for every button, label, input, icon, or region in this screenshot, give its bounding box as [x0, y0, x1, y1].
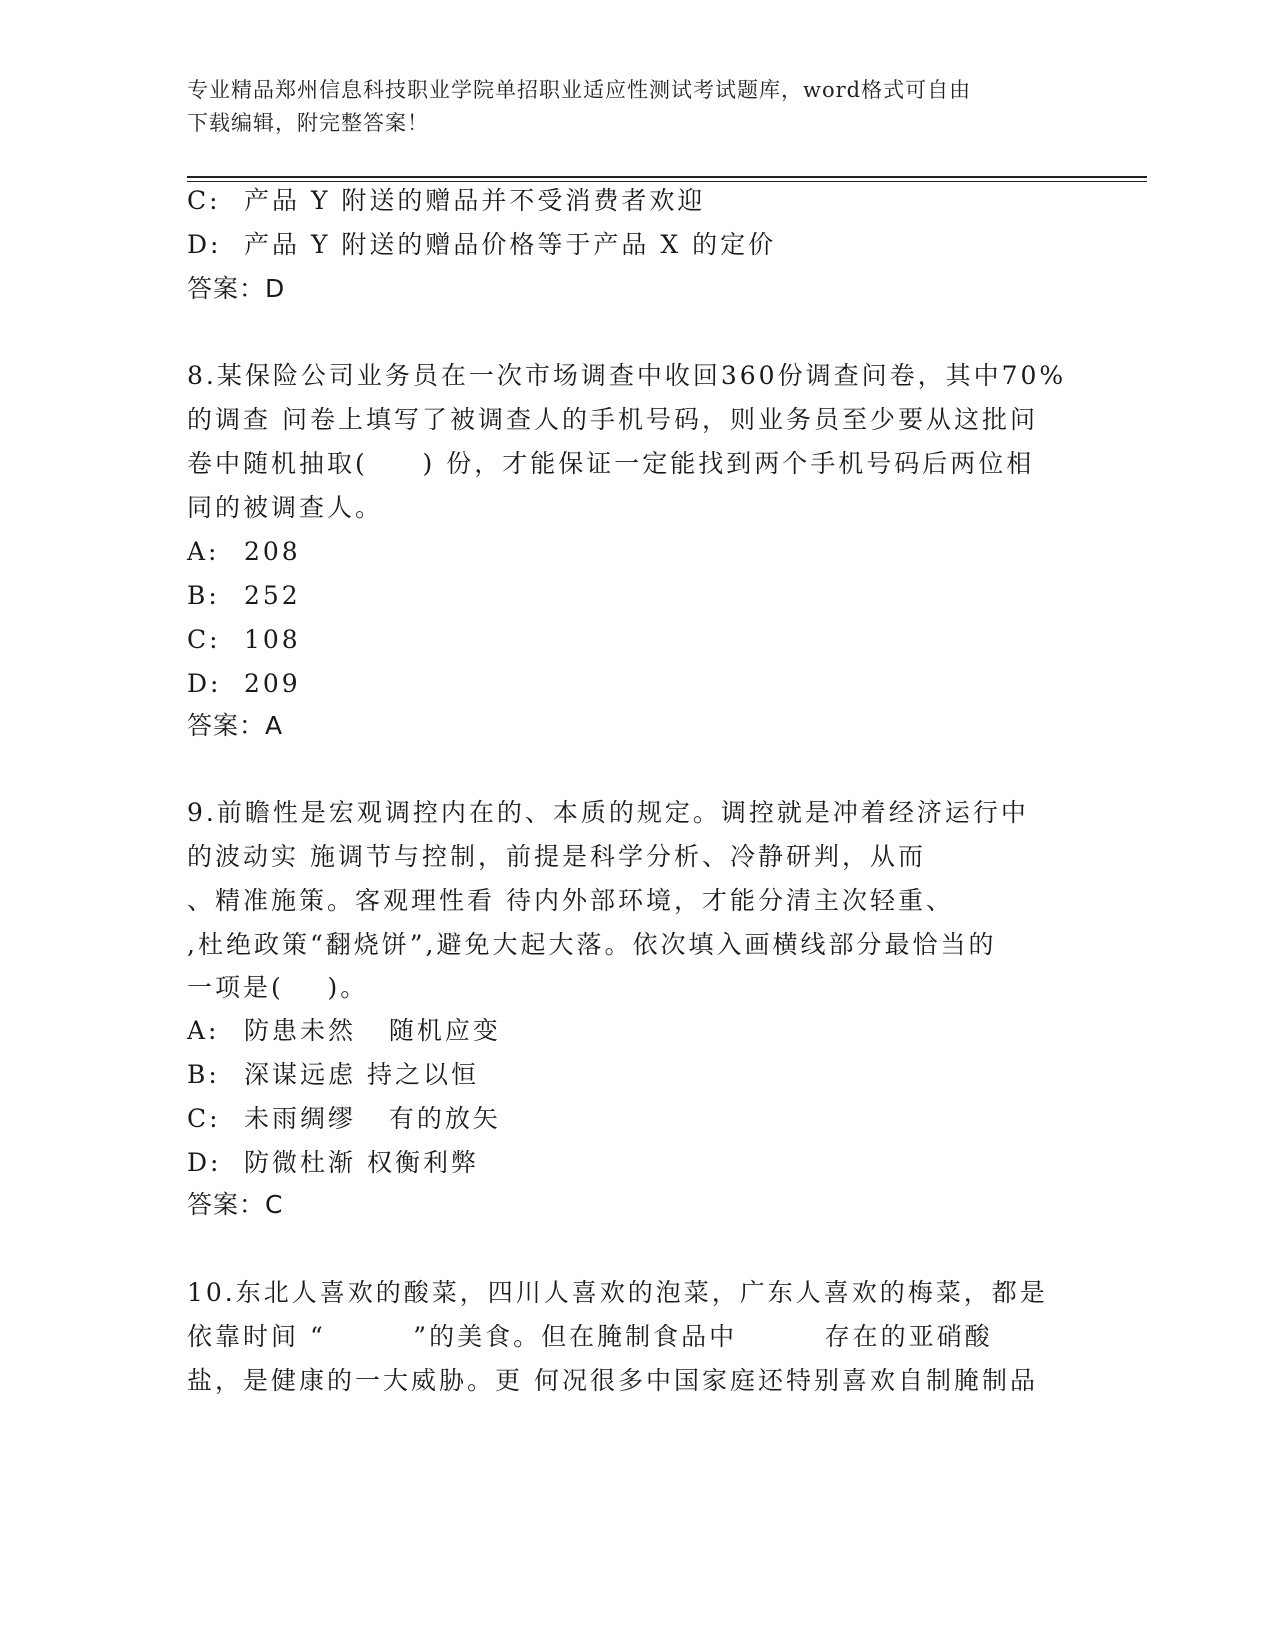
document-header — [187, 74, 1067, 140]
option-label: D: — [187, 669, 222, 698]
option-text: 209 — [244, 669, 301, 698]
option-label: B: — [187, 581, 220, 610]
option-label: A: — [187, 1016, 220, 1045]
header-line-2: 下载编辑，附完整答案！ — [187, 111, 429, 135]
q9-stem-line-2: 的波动实 施调节与控制，前提是科学分析、冷静研判，从而 — [187, 842, 926, 871]
option-text: 深谋远虑 持之以恒 — [244, 1060, 479, 1089]
q7-option-c — [187, 184, 705, 218]
header-divider-thick — [187, 176, 1147, 178]
q9-option-c — [187, 1102, 501, 1136]
option-label: C: — [187, 186, 221, 215]
q10-stem-line-1: 10.东北人喜欢的酸菜，四川人喜欢的泡菜，广东人喜欢的梅菜，都是 — [187, 1278, 1048, 1307]
q8-stem-line-3: 卷中随机抽取( ) 份，才能保证一定能找到两个手机号码后两位相 — [187, 449, 1035, 478]
header-divider-thin — [187, 181, 1147, 182]
q8-stem-line-4: 同的被调查人。 — [187, 493, 384, 522]
option-text: 防患未然 随机应变 — [244, 1016, 501, 1045]
option-text: 产品 Y 附送的赠品价格等于产品 X 的定价 — [244, 230, 777, 259]
q9-option-a — [187, 1014, 501, 1048]
q9-option-b — [187, 1058, 479, 1092]
header-line-1: 专业精品郑州信息科技职业学院单招职业适应性测试考试题库，word格式可自由 — [187, 78, 972, 102]
option-label: B: — [187, 1060, 220, 1089]
option-label: D: — [187, 1148, 222, 1177]
q7-answer: 答案：D — [187, 274, 286, 303]
option-text: 252 — [244, 581, 301, 610]
q8-option-a — [187, 535, 301, 569]
option-label: A: — [187, 537, 220, 566]
q8-option-c — [187, 623, 301, 657]
option-label: D: — [187, 230, 222, 259]
option-text: 208 — [244, 537, 301, 566]
q9-stem-line-4: ,杜绝政策“翻烧饼”,避免大起大落。依次填入画横线部分最恰当的 — [187, 930, 997, 959]
q8-option-d — [187, 667, 301, 701]
q8-stem-line-1: 8.某保险公司业务员在一次市场调查中收回360份调查问卷，其中70% — [187, 361, 1067, 390]
q9-stem-line-3: 、精准施策。客观理性看 待内外部环境，才能分清主次轻重、 — [187, 886, 954, 915]
q8-answer: 答案：A — [187, 711, 284, 740]
q7-option-d — [187, 228, 776, 262]
option-text: 产品 Y 附送的赠品并不受消费者欢迎 — [244, 186, 706, 215]
option-text: 防微杜渐 权衡利弊 — [244, 1148, 479, 1177]
q9-option-d — [187, 1146, 479, 1180]
option-text: 108 — [244, 625, 301, 654]
q9-stem-line-5: 一项是( )。 — [187, 973, 369, 1002]
q10-stem-line-3: 盐，是健康的一大威胁。更 何况很多中国家庭还特别喜欢自制腌制品 — [187, 1366, 1038, 1395]
q9-answer: 答案：C — [187, 1190, 284, 1219]
q10-stem-line-2: 依靠时间 “ ”的美食。但在腌制食品中 存在的亚硝酸 — [187, 1322, 993, 1351]
option-label: C: — [187, 625, 221, 654]
q8-option-b — [187, 579, 301, 613]
option-label: C: — [187, 1104, 221, 1133]
q9-stem-line-1: 9.前瞻性是宏观调控内在的、本质的规定。调控就是冲着经济运行中 — [187, 798, 1029, 827]
q8-stem-line-2: 的调查 问卷上填写了被调查人的手机号码，则业务员至少要从这批问 — [187, 405, 1038, 434]
option-text: 未雨绸缪 有的放矢 — [244, 1104, 501, 1133]
